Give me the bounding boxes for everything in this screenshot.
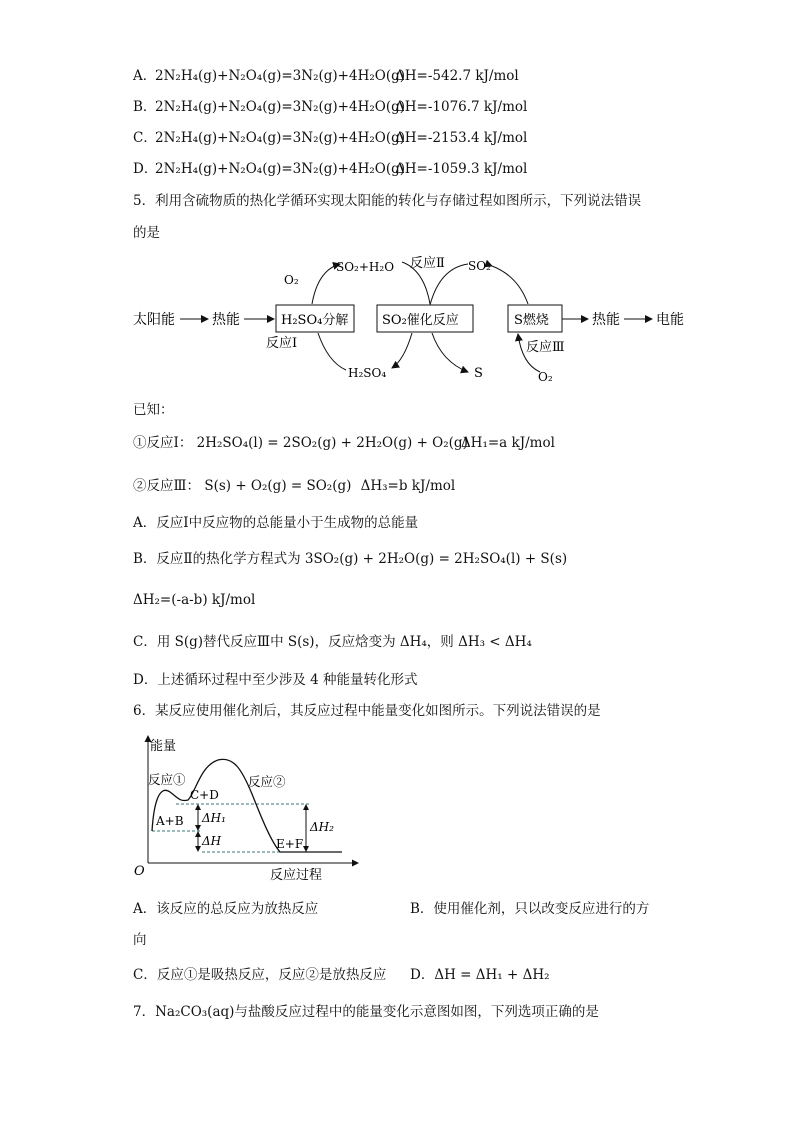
option-label: D． bbox=[133, 161, 158, 177]
enthalpy: ΔH=-1076.7 kJ/mol bbox=[395, 99, 528, 115]
curve-arrow bbox=[392, 333, 412, 368]
dh-label: ΔH bbox=[202, 834, 222, 848]
eq1-prefix: ①反应Ⅰ： bbox=[133, 435, 193, 451]
solar-energy-label: 太阳能 bbox=[133, 312, 175, 328]
reaction-1-label: 反应① bbox=[148, 772, 186, 787]
ef-label: E+F bbox=[276, 837, 304, 851]
electric-energy-label: 电能 bbox=[656, 312, 684, 328]
q4-option-c bbox=[133, 129, 527, 147]
so2-label: SO₂ bbox=[468, 259, 491, 273]
q6-option-a: A．该反应的总反应为放热反应 bbox=[133, 901, 319, 917]
box3-label: S燃烧 bbox=[514, 313, 549, 328]
eq1-dh: ΔH₁=a kJ/mol bbox=[460, 435, 555, 451]
box1-label: H₂SO₄分解 bbox=[281, 313, 349, 328]
option-label: A． bbox=[133, 68, 157, 84]
cd-label: C+D bbox=[190, 788, 219, 802]
equation: 2N₂H₄(g)+N₂O₄(g)=3N₂(g)+4H₂O(g) bbox=[155, 99, 405, 115]
option-label: C． bbox=[133, 130, 157, 146]
origin-label: O bbox=[134, 864, 145, 879]
ab-label: A+B bbox=[156, 814, 184, 828]
reaction-2-label: 反应② bbox=[248, 774, 286, 789]
sulfur-cycle-diagram bbox=[0, 250, 794, 390]
eq3-body: S(s) + O₂(g) = SO₂(g) bbox=[204, 478, 352, 494]
x-axis-label: 反应过程 bbox=[270, 868, 323, 883]
option-label: B． bbox=[133, 99, 157, 115]
eq1-body: 2H₂SO₄(l) = 2SO₂(g) + 2H₂O(g) + O₂(g) bbox=[196, 435, 468, 451]
o2-top-label: O₂ bbox=[284, 273, 299, 287]
q4-option-b bbox=[133, 98, 527, 116]
equation: 2N₂H₄(g)+N₂O₄(g)=3N₂(g)+4H₂O(g) bbox=[155, 161, 405, 177]
enthalpy: ΔH=-2153.4 kJ/mol bbox=[395, 130, 528, 146]
curve-arrow bbox=[492, 266, 528, 304]
q5-eq3 bbox=[133, 477, 455, 495]
q6-stem: 6．某反应使用催化剂后，其反应过程中能量变化如图所示。下列说法错误的是 bbox=[133, 703, 601, 719]
equation: 2N₂H₄(g)+N₂O₄(g)=3N₂(g)+4H₂O(g) bbox=[155, 68, 405, 84]
q5-option-b-line2: ΔH₂=(-a-b) kJ/mol bbox=[133, 592, 256, 608]
so2-h2o-label: SO₂+H₂O bbox=[336, 260, 395, 274]
q5-stem-line2: 的是 bbox=[133, 225, 160, 241]
known-label: 已知： bbox=[133, 402, 174, 418]
eq3-dh: ΔH₃=b kJ/mol bbox=[360, 478, 456, 494]
q6-option-b-line1: B．使用催化剂，只以改变反应进行的方 bbox=[410, 901, 650, 917]
reaction-3-label: 反应Ⅲ bbox=[526, 340, 565, 355]
q4-option-d bbox=[133, 160, 527, 178]
q5-option-a: A．反应Ⅰ中反应物的总能量小于生成物的总能量 bbox=[133, 515, 419, 531]
q5-option-b-line1: B．反应Ⅱ的热化学方程式为 3SO₂(g) + 2H₂O(g) = 2H₂SO₄(l) + S(s) bbox=[133, 551, 568, 567]
q7-stem: 7．Na₂CO₃(aq)与盐酸反应过程中的能量变化示意图如图，下列选项正确的是 bbox=[133, 1004, 599, 1020]
eq3-prefix: ②反应Ⅲ： bbox=[133, 478, 201, 494]
h2so4-label: H₂SO₄ bbox=[348, 366, 387, 380]
enthalpy: ΔH=-1059.3 kJ/mol bbox=[395, 161, 528, 177]
heat-energy-label: 热能 bbox=[212, 312, 240, 328]
s-label: S bbox=[474, 366, 483, 381]
reaction-2-label: 反应Ⅱ bbox=[410, 256, 445, 271]
q5-eq1 bbox=[133, 434, 555, 452]
q5-option-c: C．用 S(g)替代反应Ⅲ中 S(s)，反应焓变为 ΔH₄，则 ΔH₃ < ΔH₄ bbox=[133, 634, 532, 650]
q6-option-d: D．ΔH = ΔH₁ + ΔH₂ bbox=[410, 967, 550, 983]
dh2-label: ΔH₂ bbox=[310, 820, 334, 834]
q6-option-c: C．反应①是吸热反应，反应②是放热反应 bbox=[133, 967, 387, 983]
y-axis-label: 能量 bbox=[150, 739, 177, 754]
enthalpy: ΔH=-542.7 kJ/mol bbox=[395, 68, 519, 84]
box2-label: SO₂催化反应 bbox=[382, 313, 459, 328]
curve-arrow bbox=[318, 333, 346, 370]
reaction-1-label: 反应Ⅰ bbox=[266, 336, 298, 351]
curve-arrow bbox=[432, 333, 468, 372]
heat-energy-label-2: 热能 bbox=[592, 312, 620, 328]
q6-option-b-line2: 向 bbox=[133, 932, 147, 948]
equation: 2N₂H₄(g)+N₂O₄(g)=3N₂(g)+4H₂O(g) bbox=[155, 130, 405, 146]
q5-stem-line1: 5．利用含硫物质的热化学循环实现太阳能的转化与存储过程如图所示，下列说法错误 bbox=[133, 193, 642, 209]
energy-profile-diagram bbox=[130, 730, 370, 885]
dh1-label: ΔH₁ bbox=[202, 811, 226, 825]
q4-option-a bbox=[133, 67, 519, 85]
q5-option-d: D．上述循环过程中至少涉及 4 种能量转化形式 bbox=[133, 672, 418, 688]
o2-bottom-label: O₂ bbox=[538, 370, 553, 384]
